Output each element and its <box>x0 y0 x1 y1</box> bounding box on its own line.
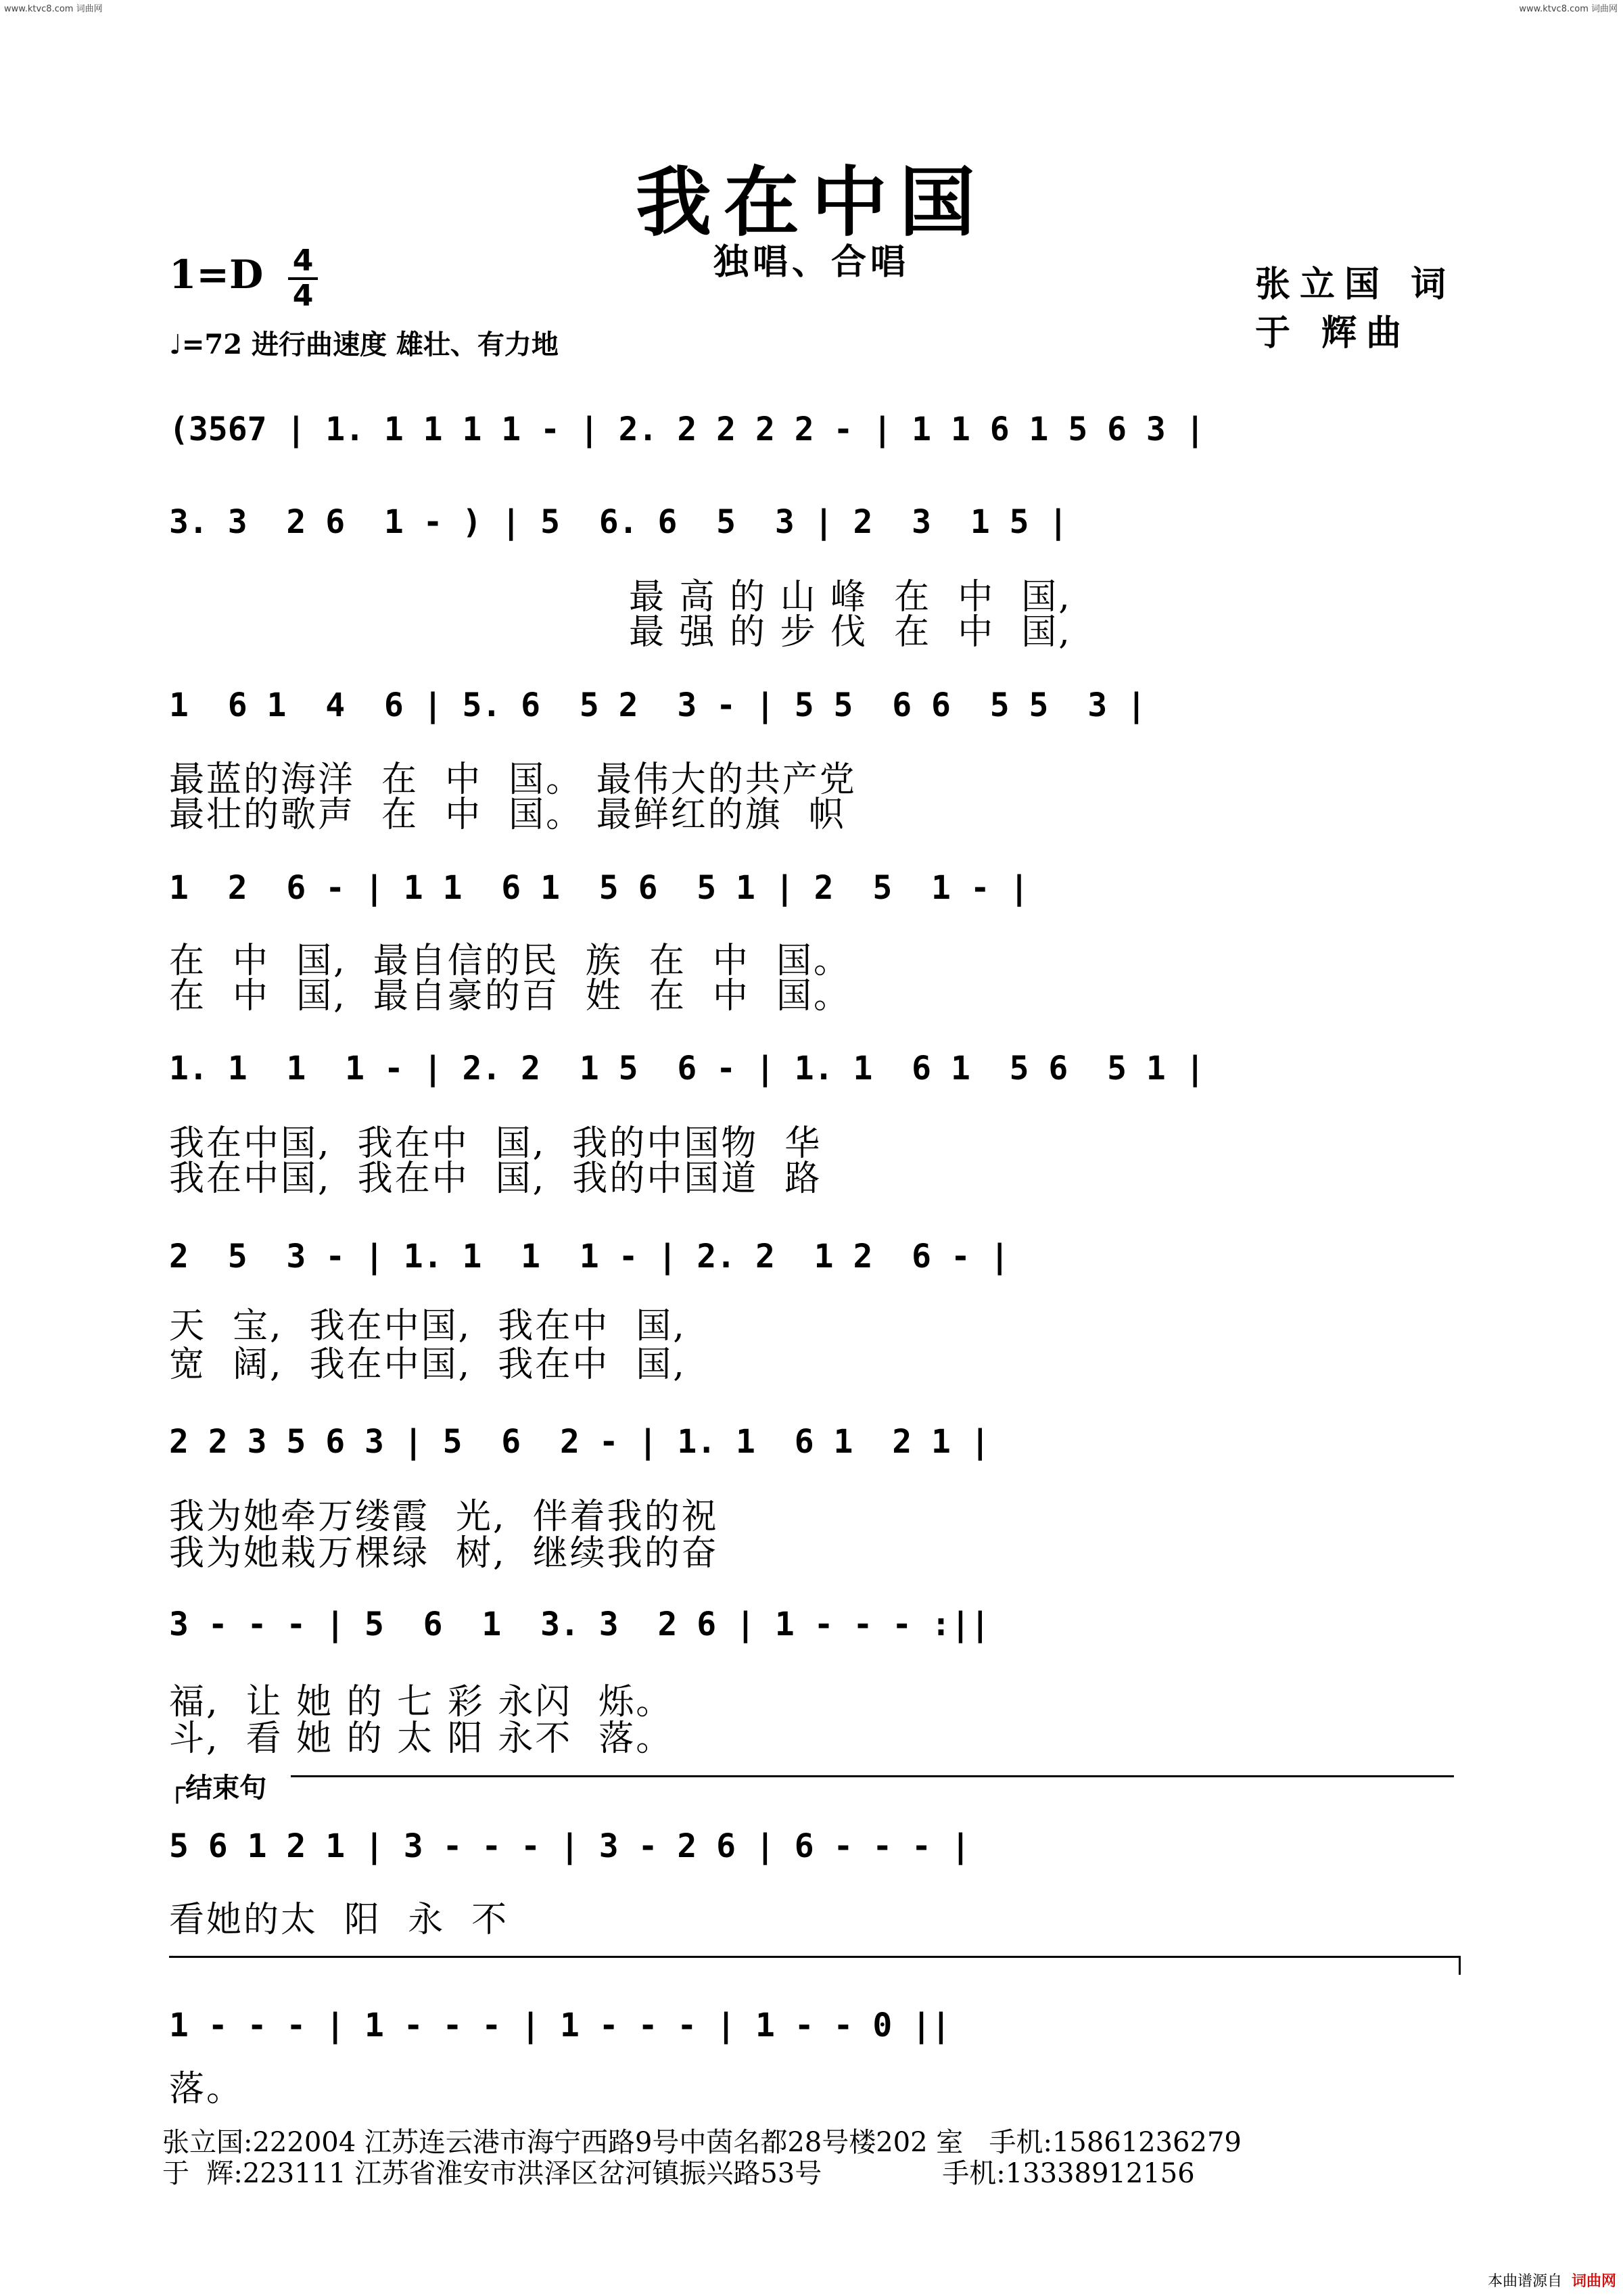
lyrics-line-7-verse-2: 我为她栽万棵绿 树, 继续我的奋 <box>169 1533 719 1574</box>
song-title: 我在中国 <box>636 158 987 247</box>
score-line-3 <box>169 672 1467 739</box>
lyrics-line-8-verse-1: 福, 让 她 的 七 彩 永闪 烁。 <box>169 1682 674 1723</box>
key-signature: 1=D <box>169 252 264 298</box>
source-note: 本曲谱源自 <box>1487 2273 1562 2290</box>
score-line-7 <box>169 1408 1467 1476</box>
score-line-8 <box>169 1591 1467 1658</box>
lyrics-line-2-verse-2: 最 强 的 步 伐 在 中 国, <box>629 612 1072 653</box>
ending-label-text: 结束句 <box>185 1772 267 1804</box>
notes-line-2: 3. 3 2 6 1 - ) | 5 6. 6 5 3 | 2 3 1 5 | <box>169 503 1068 541</box>
ending-line <box>291 1775 1454 1777</box>
notes-line-9: 5 6 1 2 1 | 3 - - - | 3 - 2 6 | 6 - - - | <box>169 1827 970 1865</box>
ending-line-2-tick <box>1459 1956 1461 1975</box>
site-url-top-right: www.ktvc8.com 词曲网 <box>1519 4 1618 14</box>
lyrics-line-8-verse-2: 斗, 看 她 的 太 阳 永不 落。 <box>169 1718 674 1759</box>
score-line-9 <box>169 1812 1467 1880</box>
score-line-1 <box>169 396 1467 463</box>
time-signature-bottom: 4 <box>292 279 314 313</box>
lyrics-line-5-verse-1: 我在中国, 我在中 国, 我的中国物 华 <box>169 1123 822 1164</box>
notes-line-1: (3567 | 1. 1 1 1 1 - | 2. 2 2 2 2 - | 1 1 6 1 5 6 3 | <box>169 411 1205 448</box>
lyrics-line-6-verse-2: 宽 阔, 我在中国, 我在中 国, <box>169 1344 686 1385</box>
tempo-marking: ♩=72 进行曲速度 雄壮、有力地 <box>169 329 559 360</box>
lyrics-line-3-verse-2: 最壮的歌声 在 中 国。 最鲜红的旗 帜 <box>169 795 846 835</box>
notes-line-7: 2 2 3 5 6 3 | 5 6 2 - | 1. 1 6 1 2 1 | <box>169 1423 990 1461</box>
lyrics-line-3-verse-1: 最蓝的海洋 在 中 国。 最伟大的共产党 <box>169 759 857 800</box>
lyrics-line-10: 落。 <box>169 2069 244 2109</box>
lyrics-line-4-verse-2: 在 中 国, 最自豪的百 姓 在 中 国。 <box>169 976 851 1016</box>
composer-credit: 于 辉曲 <box>1255 312 1411 354</box>
score-line-2 <box>169 488 1467 556</box>
lyrics-line-2-verse-1: 最 高 的 山 峰 在 中 国, <box>629 577 1072 617</box>
notes-line-10: 1 - - - | 1 - - - | 1 - - - | 1 - - 0 || <box>169 2007 951 2044</box>
time-signature <box>284 245 322 312</box>
ending-label <box>169 1766 266 1805</box>
ending-bracket-icon: ┌ <box>169 1772 186 1804</box>
site-url-top-left: www.ktvc8.com 词曲网 <box>4 4 103 14</box>
score-line-4 <box>169 854 1467 922</box>
composer-address: 于 辉:223111 江苏省淮安市洪泽区岔河镇振兴路53号 手机:13338912156 <box>162 2158 1195 2189</box>
notes-line-3: 1 6 1 4 6 | 5. 6 5 2 3 - | 5 5 6 6 5 5 3 | <box>169 686 1146 724</box>
lyricist-address: 张立国:222004 江苏连云港市海宁西路9号中茵名都28号楼202 室 手机:15861236279 <box>162 2127 1242 2158</box>
ending-line-2 <box>169 1956 1461 1958</box>
source-site: 词曲网 <box>1571 2273 1616 2290</box>
lyrics-line-4-verse-1: 在 中 国, 最自信的民 族 在 中 国。 <box>169 941 851 981</box>
notes-line-6: 2 5 3 - | 1. 1 1 1 - | 2. 2 1 2 6 - | <box>169 1238 1010 1275</box>
lyrics-line-5-verse-2: 我在中国, 我在中 国, 我的中国道 路 <box>169 1158 822 1199</box>
score-line-10 <box>169 1992 1467 2059</box>
lyrics-line-9: 看她的太 阳 永 不 <box>169 1900 509 1940</box>
score-line-6 <box>169 1223 1467 1290</box>
lyrics-line-7-verse-1: 我为她牵万缕霞 光, 伴着我的祝 <box>169 1497 719 1537</box>
score-line-5 <box>169 1035 1467 1102</box>
notes-line-5: 1. 1 1 1 - | 2. 2 1 5 6 - | 1. 1 6 1 5 6 5 1 | <box>169 1050 1205 1087</box>
time-signature-top: 4 <box>292 243 314 278</box>
song-subtitle: 独唱、合唱 <box>713 241 910 283</box>
notes-line-4: 1 2 6 - | 1 1 6 1 5 6 5 1 | 2 5 1 - | <box>169 869 1029 907</box>
lyrics-line-6-verse-1: 天 宝, 我在中国, 我在中 国, <box>169 1306 686 1346</box>
lyricist-credit: 张立国 词 <box>1255 264 1456 305</box>
notes-line-8: 3 - - - | 5 6 1 3. 3 2 6 | 1 - - - :|| <box>169 1606 990 1643</box>
